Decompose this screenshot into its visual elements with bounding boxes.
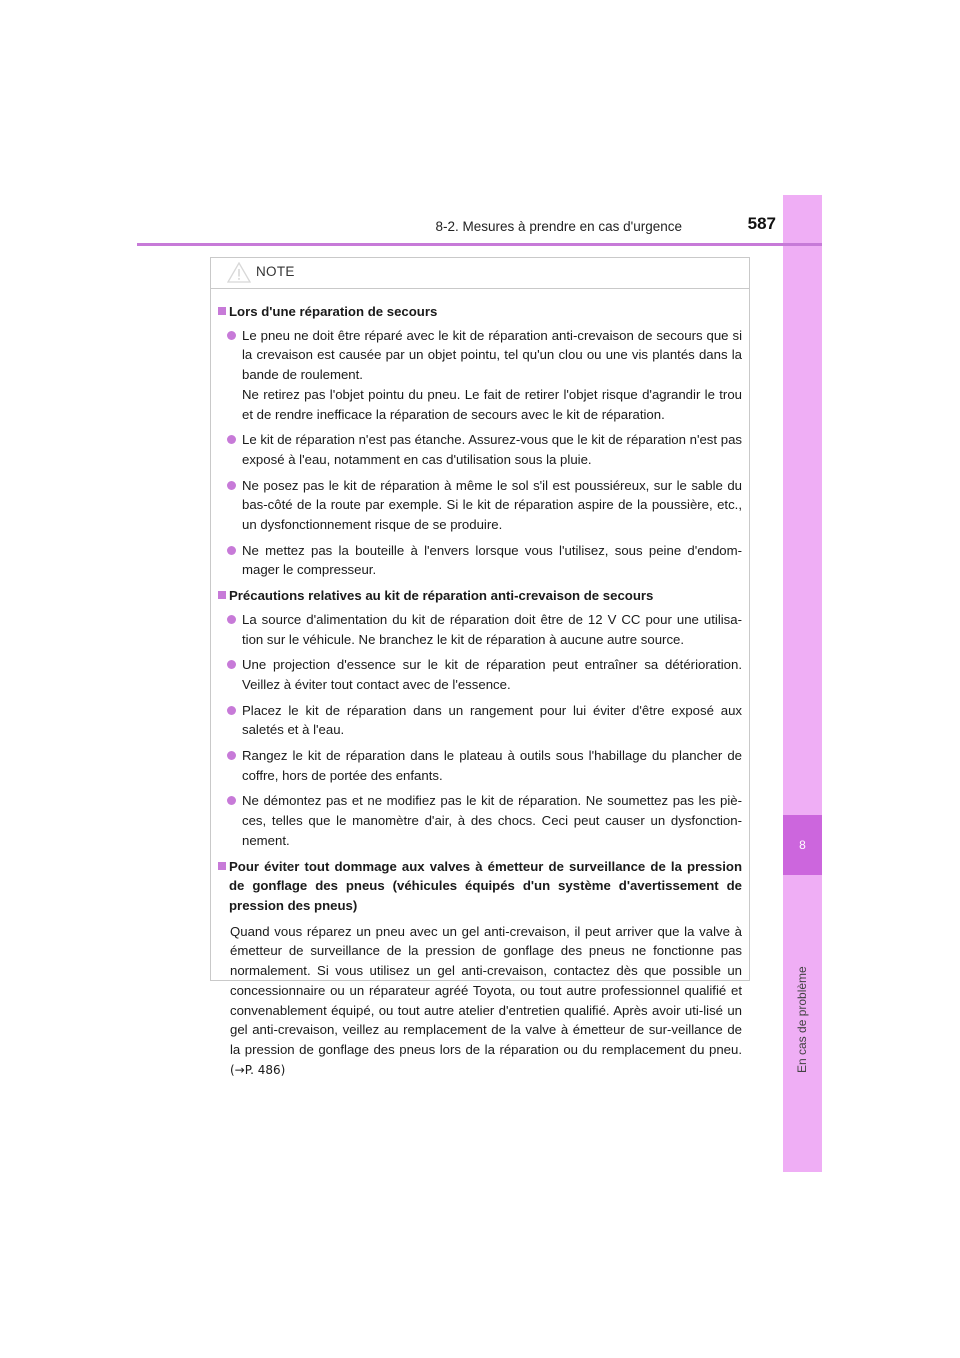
- section-title: Lors d'une réparation de secours: [218, 302, 742, 322]
- chapter-side-tab: [783, 195, 822, 1172]
- round-bullet-icon: [227, 435, 236, 444]
- note-body: [211, 289, 749, 1080]
- bullet-item: La source d'alimentation du kit de réparation doit être de 12 V CC pour une utilisa-tion sur le véhicule. Ne branchez le kit de réparation à aucune autre source.: [218, 610, 742, 649]
- bullet-item: Le kit de réparation n'est pas étanche. Assurez-vous que le kit de réparation n'est pas exposé à l'eau, notamment en cas d'utilisation sous la pluie.: [218, 430, 742, 469]
- round-bullet-icon: [227, 331, 236, 340]
- bullet-item: Une projection d'essence sur le kit de réparation peut entraîner sa détérioration. Veillez à éviter tout contact avec de l'essence.: [218, 655, 742, 694]
- note-header: [211, 258, 749, 289]
- note-box: [210, 257, 750, 1077]
- section-paragraph: Quand vous réparez un pneu avec un gel anti-crevaison, il peut arriver que la valve à émetteur de surveillance de la pression de gonflage des pneus ne fonctionne pas normalement. Si vous utilisez un gel anti-crevaison, contactez dès que possible un concessionnaire ou un réparateur agréé Toyota, ou tout autre professionnel qualifié et convenablement équipé, ou tout autre atelier d'entretien qualifié. Après avoir uti-lisé un gel anti-crevaison, veillez au remplacement de la valve à émetteur de sur-veillance de la pression de gonflage des pneus lors de la réparation ou du remplacement du pneu. (→P. 486): [230, 923, 742, 1077]
- note-title: NOTE: [256, 264, 295, 279]
- page-number: 587: [747, 214, 776, 233]
- chapter-label: En cas de problème: [795, 966, 809, 1074]
- bullet-item: Ne posez pas le kit de réparation à même le sol s'il est poussiéreux, sur le sable du bas-côté de la route par exemple. Si le kit de réparation aspire de la poussière, etc., un dysfonctionnement risque de se produire.: [218, 476, 742, 535]
- round-bullet-icon: [227, 660, 236, 669]
- chapter-number: 8: [783, 815, 822, 875]
- square-bullet-icon: [218, 862, 226, 870]
- header-rule: [137, 243, 822, 246]
- square-bullet-icon: [218, 591, 226, 599]
- section-heading: 8-2. Mesures à prendre en cas d'urgence: [435, 219, 682, 234]
- bullet-item: Placez le kit de réparation dans un rangement pour lui éviter d'être exposé aux saletés et à l'eau.: [218, 701, 742, 740]
- round-bullet-icon: [227, 751, 236, 760]
- section-title: Pour éviter tout dommage aux valves à émetteur de surveillance de la pression de gonflage des pneus (véhicules équipés d'un système d'avertissement de pression des pneus): [218, 857, 742, 916]
- bullet-item: Le pneu ne doit être réparé avec le kit de réparation anti-crevaison de secours que si la crevaison est causée par un objet pointu, tel qu'un clou ou une vis plantés dans la bande de roulement. Ne retirez pas l'objet pointu du pneu. Le fait de retirer l'objet risque d'agrandir le trou et de rendre inefficace la réparation de secours avec le kit de réparation.: [218, 326, 742, 425]
- round-bullet-icon: [227, 546, 236, 555]
- warning-triangle-icon: [227, 262, 251, 283]
- bullet-item: Rangez le kit de réparation dans le plateau à outils sous l'habillage du plancher de coffre, hors de portée des enfants.: [218, 746, 742, 785]
- square-bullet-icon: [218, 307, 226, 315]
- round-bullet-icon: [227, 796, 236, 805]
- section-title: Précautions relatives au kit de réparation anti-crevaison de secours: [218, 586, 742, 606]
- page-reference-link[interactable]: (→P. 486): [230, 1062, 286, 1077]
- bullet-item: Ne mettez pas la bouteille à l'envers lorsque vous l'utilisez, sous peine d'endom-mager le compresseur.: [218, 541, 742, 580]
- round-bullet-icon: [227, 481, 236, 490]
- bullet-item: Ne démontez pas et ne modifiez pas le kit de réparation. Ne soumettez pas les piè-ces, telles que le manomètre d'air, à des chocs. Ceci peut causer un dysfonction-nement.: [218, 791, 742, 850]
- round-bullet-icon: [227, 615, 236, 624]
- round-bullet-icon: [227, 706, 236, 715]
